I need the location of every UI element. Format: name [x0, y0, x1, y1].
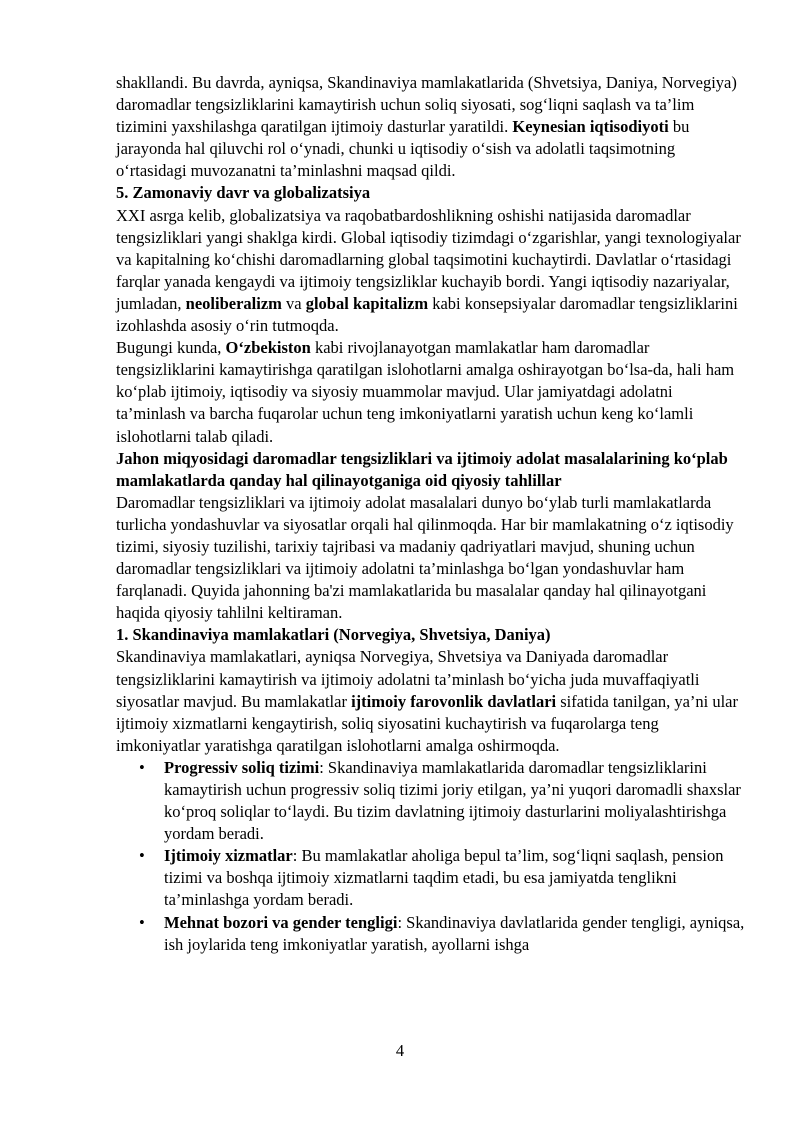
bold-term-global-capitalism: global kapitalizm — [305, 293, 429, 313]
text-run: sifatida tanilgan, ya’ni ular ijtimoiy xizmatlarni kengaytirish, soliq siyosatini kuchaytirish va fuqarolarga teng imkoniyatlar yaratishga qaratilgan islohotlarni amalga oshirmoqda. — [116, 691, 739, 755]
text-run: shakllandi. Bu davrda, ayniqsa, Skandinaviya mamlakatlarida (Shvetsiya, Daniya, Norvegiya) daromadlar tengsizliklarini kamaytirish uchun soliq siyosati, sog‘liqni saqlash va ta’lim tizimini yaxshilashga qaratilgan ijtimoiy dasturlar yaratildi. — [116, 73, 737, 137]
paragraph-keynesian — [116, 72, 746, 182]
heading-comparative-analysis: Jahon miqyosidagi daromadlar tengsizliklari va ijtimoiy adolat masalalarining ko‘plab mamlakatlarda qanday hal qilinayotganiga oid qiyosiy tahlillar — [116, 448, 728, 490]
text-run: Skandinaviya mamlakatlari, ayniqsa Norvegiya, Shvetsiya va Daniyada daromadlar tengsizliklarini kamaytirish va ijtimoiy adolatni ta’minlash bo‘yicha juda muvaffaqiyatli siyosatlar mavjud. Bu mamlakatlar — [116, 647, 700, 711]
text-run: va — [281, 293, 306, 313]
bullet-text: : Skandinaviya davlatlarida gender tengligi, ayniqsa, ish joylarida teng imkoniyatlar yaratish, ayollarni ishga — [164, 912, 745, 954]
paragraph-uzbekistan — [116, 337, 746, 447]
page-number: 4 — [395, 1041, 405, 1060]
list-item — [116, 757, 746, 845]
paragraph-globalization — [116, 205, 746, 338]
text-run: kabi rivojlanayotgan mamlakatlar ham daromadlar tengsizliklarini kamaytirishga qaratilgan islohotlarni amalga oshirayotgan bo‘lsa-da, hali ham ko‘plab ijtimoiy, iqtisodiy va siyosiy muammolar mavjud. Ular jamiyatdagi adolatni ta’minlash va barcha fuqarolar uchun teng imkoniyatlarni yaratish uchun keng ko‘lamli islohotlarni talab qiladi. — [116, 338, 735, 446]
document-page — [116, 72, 746, 956]
text-run: kabi konsepsiyalar daromadlar tengsizliklarini izohlashda asosiy o‘rin tutmoqda. — [116, 293, 738, 336]
bullet-title: Mehnat bozori va gender tengligi — [164, 912, 398, 932]
bullet-title: Ijtimoiy xizmatlar — [164, 846, 293, 866]
text-run: XXI asrga kelib, globalizatsiya va raqobatbardoshlikning oshishi natijasida daromadlar tengsizliklari yangi shaklga kirdi. Global iqtisodiy tizimdagi o‘zgarishlar, yangi texnologiyalar va kapitalning ko‘chishi daromadlarning global taqsimotini kuchaytirdi. Davlatlar o‘rtasidagi farqlar yanada kengaydi va ijtimoiy tengsizliklar kuchayib bordi. Yangi iqtisodiy nazariyalar, jumladan, — [116, 205, 741, 313]
bold-term-keynesian: Keynesian iqtisodiyoti — [512, 117, 669, 137]
list-item — [116, 912, 746, 956]
bullet-list — [116, 757, 746, 956]
bullet-text: : Skandinaviya mamlakatlarida daromadlar tengsizliklarini kamaytirish uchun progressiv soliq tizimi joriy etilgan, ya’ni yuqori daromadli shaxslar ko‘proq soliqlar to‘laydi. Bu tizim davlatning ijtimoiy dasturlarini moliyalashtirishga yordam beradi. — [164, 757, 741, 844]
heading-section-5: 5. Zamonaviy davr va globalizatsiya — [116, 183, 371, 203]
list-item — [116, 845, 746, 911]
bold-term-neoliberalism: neoliberalizm — [185, 293, 282, 313]
bold-term-uzbekistan: O‘zbekiston — [225, 338, 311, 358]
bold-term-welfare-states: ijtimoiy farovonlik davlatlari — [351, 691, 557, 711]
text-run: bu jarayonda hal qiluvchi rol o‘ynadi, chunki u iqtisodiy o‘sish va adolatli taqsimotning o‘rtasidagi muvozanatni ta’minlashni maqsad qildi. — [116, 117, 690, 181]
bullet-text: : Bu mamlakatlar aholiga bepul ta’lim, sog‘liqni saqlash, pension tizimi va boshqa ijtimoiy xizmatlarni taqdim etadi, bu esa jamiyatda tenglikni ta’minlashga yordam beradi. — [164, 846, 724, 910]
heading-scandinavia: 1. Skandinaviya mamlakatlari (Norvegiya, Shvetsiya, Daniya) — [116, 625, 551, 645]
text-run: Bugungi kunda, — [116, 338, 226, 358]
bullet-title: Progressiv soliq tizimi — [164, 757, 320, 777]
paragraph-comparative-intro: Daromadlar tengsizliklari va ijtimoiy adolat masalalari dunyo bo‘ylab turli mamlakatlarda turlicha yondashuvlar va siyosatlar orqali hal qilinmoqda. Har bir mamlakatning o‘z iqtisodiy tizimi, siyosiy tuzilishi, tarixiy tajribasi va madaniy qadriyatlari mavjud, shuning uchun daromadlar tengsizliklari va ijtimoiy adolatni ta’minlashga bo‘lgan yondashuvlar ham farqlanadi. Quyida jahonning ba'zi mamlakatlarida bu masalalar qanday hal qilinayotgani haqida qiyosiy tahlilni keltiraman. — [116, 492, 734, 623]
paragraph-scandinavia — [116, 646, 746, 756]
